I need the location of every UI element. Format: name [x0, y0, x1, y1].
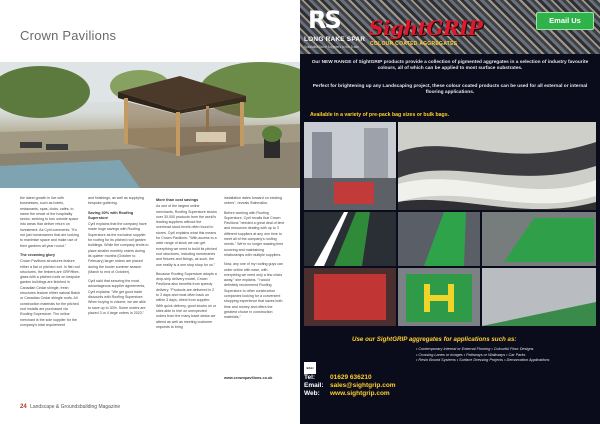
availability-text: Available in a variety of pre-pack bag sizes or bulk bags.	[310, 112, 450, 118]
article-columns	[20, 196, 288, 396]
paragraph: Because Roofing Superstore adopts a drop-ship delivery model, Crown Pavilions also benefits from speedy delivery. "Products are delivered in 2 to 3 days and most often back on within 3 days, direct from supplier. With quick delivery, good stocks on or sites able to hire on unexpected orders from the many trade desks we attend as well as meeting customer requests to bring	[156, 271, 217, 329]
paragraph: Cyril explains that the company have made huge savings with Roofing Superstore as the exclusive supplier for roofing for its pitched roof garden buildings. While the company tends to place smaller monthly orders during its quieter months (October to February) larger orders are placed during the busier summer season (March to end of October).	[88, 222, 149, 274]
subheading: Saving 30% with Roofing Superstore	[88, 210, 134, 220]
subheading: More than cost savings	[156, 198, 199, 202]
intro-text-2: Perfect for brightening up any Landscaping project, these colour coated products can be used for all external or internal flooring applications.	[312, 84, 588, 96]
contact-row-tel	[304, 374, 414, 382]
contact-details	[304, 374, 414, 398]
page-footer	[20, 404, 120, 410]
brand-subtitle: COLOUR COATED AGGREGATES	[370, 41, 458, 47]
article-column-3	[156, 196, 217, 396]
paragraph: As one of the largest online merchants, Roofing Superstore stocks over 30,000 products from the world's leading suppliers without the overhead stock levels often found in stores. Cyril explains what this means for Crown Pavilions: "With access to a wide range of stock we can get everything we need to build its pitched roof structures, including membranes and fixtures and fixings, as such, the one reality is a one stop shop for us."	[156, 204, 217, 267]
intro-text: Our NEW RANGE of SightGRIP products provide a collection of pigmented aggregates in a selection of industry favourite colours, all of which can be applied to most surface substrates.	[311, 60, 589, 72]
logo-letters: RS	[308, 6, 340, 34]
ad-footer	[300, 330, 600, 424]
pavilion-photo	[0, 62, 300, 188]
list-item: • Crossing Lanes or Images • Pathways or Walkways • Car Parks	[416, 352, 526, 357]
paragraph: Crown Pavilions structures feature either a flat or pitched roof. In flat roof structures, the timbers are GRP/fibre-glass with a pitched roofs on bespoke garden buildings are finished in Canadian Cedar shingle, fresh structures feature either natural Batch or Canadian Cedar shingle roofs. All construction materials for the pitched roof installs are purchased via Roofing Superstore. The online merchant is the sole supplier for the company's total requirement	[20, 259, 81, 327]
phone-link[interactable]: 01629 636210	[330, 374, 372, 381]
product-images	[304, 122, 596, 326]
ad-header	[300, 0, 600, 54]
list-item: • Resin Bound Systems • Surface Dressing Projects • Demarcation Applications	[416, 358, 550, 363]
email-link[interactable]: sales@sightgrip.com	[330, 382, 396, 389]
website-link[interactable]: www.sightgrip.com	[330, 390, 390, 397]
article-column-4	[224, 196, 285, 396]
paragraph: Cyril said that securing the most advantageous supplier agreements, Cyril explains: "We get good trade discounts with Roofing Superstore. When buying in volume, we are able to save up to 30%. Some orders are placed 3 or 4 large orders in 2023."	[88, 279, 146, 315]
product-image-grid	[304, 122, 596, 326]
subheading: The crowning glory	[20, 252, 56, 257]
contact-row-email	[304, 382, 414, 390]
email-us-button[interactable]: Email Us	[536, 12, 594, 30]
brand-logo: SightGRIP	[369, 16, 483, 40]
applications-list	[416, 347, 596, 364]
paragraph: installation dates forward on existing orders", reveals Stahmalko.	[224, 196, 282, 206]
article-url-link[interactable]: www.crownpavilions.co.uk	[224, 376, 273, 380]
contact-label: Web:	[304, 390, 320, 397]
contact-row-web	[304, 390, 414, 398]
company-tagline: Specialist Stone Suppliers to the Trade	[304, 45, 359, 49]
paragraph: Before working with Roofing Superstore, Cyril recalls that Crown Pavilions "needed a great deal of time and resources dealing with up to 3 different suppliers at any one time to meet all of the company's roofing needs." We're no longer wasting time sourcing and maintaining relationships with multiple suppliers.	[224, 210, 285, 257]
page-number: 24	[20, 404, 27, 410]
article-column-2	[88, 196, 149, 396]
paragraph: the latest growth in live with businesses, such as hotels, restaurants, spas, clubs, cafés, to name the whole of the hospitality sector, seeking to turn outside space into areas that deliver return on investment. As Cyril comments: "It's not just homeowners that are looking to maximise space and make use of their gardens all year round."	[20, 196, 79, 248]
list-item: • Contemporary Internal or External Flooring • Colourful Floor Designs	[416, 347, 534, 351]
contact-label: Tel:	[304, 374, 316, 381]
paragraph: and finishings, as well as supplying bespoke guttering.	[88, 196, 144, 206]
paragraph: Now, any one of my roofing guys can order online with ease, with everything we need only a few clicks away," she explains. "I would definitely recommend Roofing Superstore to other construction companies looking for a convenient shopping experience that saves both time and money and offers the greatest choice in construction materials."	[224, 262, 283, 320]
pavilion-photo-art	[0, 62, 300, 188]
footer-text: Landscape & Groundsbuilding Magazine	[30, 404, 121, 410]
article-title: Crown Pavilions	[20, 28, 117, 43]
applications-title: Use our SightGRIP aggregates for applications such as:	[352, 336, 517, 343]
company-name: LONG RAKE SPAR	[304, 36, 366, 43]
bali-badge: BALI	[304, 362, 316, 374]
article-column-1	[20, 196, 81, 396]
advert-page	[300, 0, 600, 424]
contact-label: Email:	[304, 382, 324, 389]
